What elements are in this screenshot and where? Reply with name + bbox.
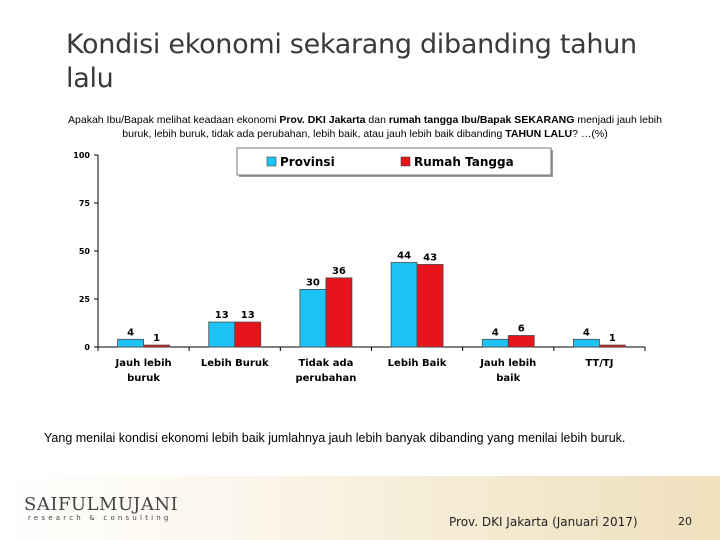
data-label: 13 (240, 310, 255, 322)
legend-label: Provinsi (280, 155, 335, 169)
y-tick-label: 50 (78, 247, 90, 256)
data-label: 4 (582, 327, 590, 339)
logo-main-text: SAIFULMUJANI (24, 494, 179, 515)
bar-provinsi (573, 339, 599, 347)
y-tick-label: 0 (84, 343, 90, 352)
bar-provinsi (118, 339, 144, 347)
legend-swatch (267, 157, 276, 166)
data-label: 44 (397, 250, 412, 262)
bar-rumah-tangga (508, 335, 534, 347)
question-part: Prov. DKI Jakarta (279, 114, 366, 126)
x-category-label: Jauh lebih (115, 358, 172, 369)
question-part: Apakah Ibu/Bapak melihat keadaan ekonomi (68, 114, 280, 126)
data-label: 43 (423, 252, 438, 264)
question-part: TAHUN LALU (505, 128, 573, 140)
bar-rumah-tangga (144, 345, 170, 347)
x-category-label: baik (496, 373, 521, 384)
data-label: 13 (214, 310, 229, 322)
page-number: 20 (678, 515, 692, 528)
data-label: 4 (127, 327, 135, 339)
bar-provinsi (482, 339, 508, 347)
x-category-label: buruk (127, 373, 161, 384)
bar-rumah-tangga (599, 345, 625, 347)
question-part: menjadi jauh lebih buruk, lebih buruk, tidak ada perubahan, lebih baik, atau jauh lebih baik dibanding (122, 114, 662, 140)
x-category-label: Lebih Buruk (200, 358, 269, 369)
page-title: Kondisi ekonomi sekarang dibanding tahun lalu (66, 29, 637, 94)
x-category-label: perubahan (295, 373, 357, 384)
bar-provinsi (209, 322, 235, 347)
legend-swatch (401, 157, 410, 166)
bar-rumah-tangga (326, 278, 352, 347)
bar-provinsi (300, 289, 326, 347)
footer-source: Prov. DKI Jakarta (Januari 2017) (449, 515, 638, 529)
x-category-label: TT/TJ (585, 358, 614, 369)
data-label: 36 (331, 265, 346, 277)
company-logo (24, 494, 178, 522)
bar-rumah-tangga (417, 264, 443, 347)
data-label: 1 (153, 333, 161, 345)
bar-rumah-tangga (235, 322, 261, 347)
x-category-label: Tidak ada (298, 358, 354, 369)
bar-provinsi (391, 263, 417, 347)
data-label: 6 (517, 323, 525, 335)
data-label: 30 (305, 277, 320, 289)
y-tick-label: 100 (73, 151, 90, 160)
y-tick-label: 75 (78, 199, 90, 208)
conclusion-text: Yang menilai kondisi ekonomi lebih baik jumlahnya jauh lebih banyak dibanding yang menilai lebih buruk. (44, 431, 626, 445)
data-label: 1 (608, 333, 616, 345)
x-category-label: Lebih Baik (387, 358, 447, 369)
x-category-label: Jauh lebih (480, 358, 537, 369)
logo-sub-text: research & consulting (28, 514, 172, 522)
question-part: rumah tangga Ibu/Bapak SEKARANG (388, 114, 575, 126)
y-tick-label: 25 (78, 295, 90, 304)
data-label: 4 (491, 327, 499, 339)
legend-label: Rumah Tangga (414, 155, 514, 169)
question-part: dan (365, 114, 389, 126)
question-part: ? …(%) (572, 128, 608, 140)
